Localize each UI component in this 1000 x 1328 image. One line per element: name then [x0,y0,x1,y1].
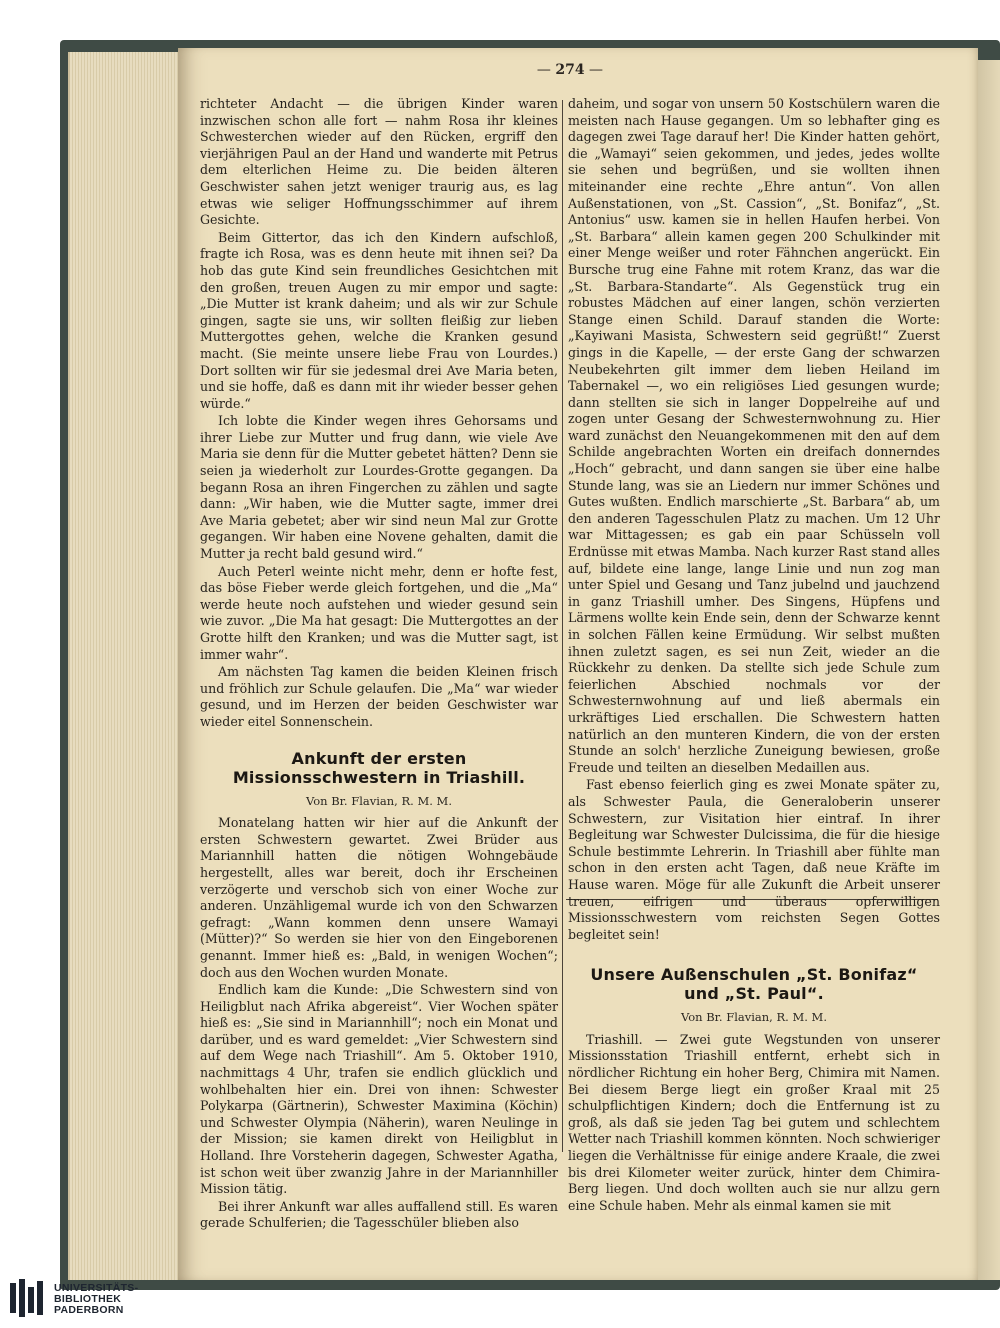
paragraph: Fast ebenso feierlich ging es zwei Monate später zu, als Schwester Paula, die Generaloberin unserer Schwestern, zur Visitation hier eintraf. In ihrer Begleitung war Schwester Dulcissima, die für die hiesige Schule bestimmte Lehrerin. In Triashill aber fühlte man schon in den ersten acht Tagen, daß neue Kräfte im Hause waren. Möge für alle Zukunft die Arbeit unserer treuen, eifrigen und überaus opferwilligen Missionsschwestern vom reichsten Segen Gottes begleitet sein! [568,777,940,942]
page-number: — 274 — [536,62,604,78]
page-number-value: 274 [555,62,585,78]
paragraph: richteter Andacht — die übrigen Kinder waren inzwischen schon alle fort — nahm Rosa ihr kleines Schwesterchen wieder auf den Rücken, ergriff den vierjährigen Paul an der Hand und wanderte mit Petrus dem elterlichen Heime zu. Die beiden älteren Geschwister sahen jetzt weniger traurig aus, es lag etwas wie seliger Hoffnungsschimmer auf ihrem Gesichte. [200,96,558,228]
paragraph: Endlich kam die Kunde: „Die Schwestern sind von Heiligblut nach Afrika abgereist“. Vier Wochen später hieß es: „Sie sind in Mariannhill“; noch ein Monat und darüber, und es ward gemeldet: „Vier Schwestern sind auf dem Wege nach Triashill“. Am 5. Oktober 1910, nachmittags 4 Uhr, trafen sie endlich glücklich und wohlbehalten hier ein. Drei von ihnen: Schwester Polykarpa (Gärtnerin), Schwester Maximina (Köchin) und Schwester Olympia (Näherin), waren Neulinge in der Mission; sie kamen direkt von Heiligblut in Holland. Ihre Vorsteherin dagegen, Schwester Agatha, ist schon weit über zwanzig Jahre in der Mariannhiller Mission tätig. [200,982,558,1197]
paragraph: Monatelang hatten wir hier auf die Ankunft der ersten Schwestern gewartet. Zwei Brüder aus Mariannhill hatten die nötigen Wohngebäude hergestellt, alles war bereit, doch ihr Erscheinen verzögerte und verschob sich von einer Woche zur anderen. Unzähligemal wurde ich von den Schwarzen gefragt: „Wann kommen denn unsere Wamayi (Mütter)?“ So werden sie hier von den Eingeborenen genannt. Immer hieß es: „Bald, in wenigen Wochen“; doch aus den Wochen wurden Monate. [200,815,558,980]
article-byline: Von Br. Flavian, R. M. M. [306,793,452,808]
paragraph: daheim, und sogar von unsern 50 Kostschülern waren die meisten nach Hause gegangen. Um so lebhafter ging es dagegen zwei Tage darauf her! Die Kinder hatten gehört, die „Wamayi“ seien gekommen, und jedes, jedes wollte sie sehen und begrüßen, und sie wollten ihnen miteinander eine rechte „Ehre antun“. Von allen Außenstationen, von „St. Cassion“, „St. Bonifaz“, „St. Antonius“ usw. kamen sie in hellen Haufen herbei. Von „St. Barbara“ allein kamen gegen 200 Schulkinder mit einer Menge weißer und roter Fähnchen angerückt. Ein Bursche trug eine Fahne mit rotem Kranz, das war die „St. Barbara-Standarte“. Als Gegenstück trug ein robustes Mädchen auf einer langen, schön verzierten Stange einen Schild. Darauf standen die Worte: „Kayiwani Masista, Schwestern seid gegrüßt!“ Zuerst gings in die Kapelle, — der erste Gang der schwarzen Neubekehrten gilt immer dem lieben Heiland im Tabernakel —, wo ein religiöses Lied gesungen wurde; dann stellten sie sich in langer Doppelreihe auf und zogen unter Gesang der Schwesternwohnung zu. Hier ward zunächst den Neuangekommenen mit den auf dem Schilde angebrachten Worten ein dreifach donnerndes „Hoch“ gebracht, und dann sangen sie über eine halbe Stunde lang, was sie an Liedern nur immer Schönes und Gutes wußten. Endlich marschierte „St. Barbara“ ab, um den anderen Tagesschulen Platz zu machen. Um 12 Uhr war Mittagessen; es gab ein paar Schüsseln voll Erdnüsse mit etwas Mamba. Nach kurzer Rast stand alles auf, bildete eine lange, lange Linie und nun zog man unter Spiel und Gesang und Tanz jubelnd und jauchzend in ganz Triashill umher. Des Singens, Hüpfens und Lärmens wollte kein Ende sein, denn der Schwarze kennt in solchen Fällen keine Ermüdung. Wir selbst mußten ihnen zuletzt sagen, es sei nun Zeit, wieder an die Rückkehr zu denken. Da stellte sich jede Schule zum feierlichen Abschied nochmals vor der Schwesternwohnung auf und ließ abermals ein urkräftiges Lied erschallen. Die Schwestern hatten natürlich an den munteren Kindern, die von der ersten Stunde an solch' herzliche Zuneigung bewiesen, große Freude und teilten an dieselben Medaillen aus. [568,96,940,775]
article-heading: Unsere Außenschulen „St. Bonifaz“ und „St. Paul“. [590,965,918,1004]
left-column [200,96,558,1231]
paragraph: Auch Peterl weinte nicht mehr, denn er hofte fest, das böse Fieber werde gleich fortgehen, und die „Ma“ werde heute noch aufstehen und wieder gesund sein wie zuvor. „Die Ma hat gesagt: Die Muttergottes an der Grotte hilft den Kranken; und was die Mutter sagt, ist immer wahr“. [200,563,558,662]
paragraph: Bei ihrer Ankunft war alles auffallend still. Es waren gerade Schulferien; die Tagesschüler blieben also [200,1198,558,1231]
library-logo-text [54,1283,138,1316]
logo-line: PADERBORN [54,1303,124,1316]
paragraph: Triashill. — Zwei gute Wegstunden von unserer Missionsstation Triashill entfernt, erhebt sich in nördlicher Richtung ein hoher Berg, Chimira mit Namen. Bei diesem Berge liegt ein großer Kraal mit 25 schulpflichtigen Kindern; doch die Entfernung ist zu groß, als daß sie jeden Tag bei gutem und schlechtem Wetter nach Triashill kommen könnten. Noch schwieriger liegen die Verhältnisse für einige andere Kraale, die zwei bis drei Kilometer weiter zurück, hinter dem Chimira-Berg liegen. Und doch wollten auch sie nur allzu gern eine Schule haben. Mehr als einmal kamen sie mit [568,1031,940,1213]
library-logo [10,1276,180,1322]
article-heading: Ankunft der ersten Missionsschwestern in Triashill. [232,748,526,787]
paragraph: Ich lobte die Kinder wegen ihres Gehorsams und ihrer Liebe zur Mutter und frug dann, wie viele Ave Maria sie denn für die Mutter gebetet hätten? Denn sie seien ja wiederholt zur Lourdes-Grotte gegangen. Da begann Rosa an ihren Fingerchen zu zählen und sagte dann: „Wir haben, wie die Mutter sagte, immer drei Ave Maria gebetet; aber wir sind neun Mal zur Grotte gegangen. Wir haben eine Novene gehalten, damit die Mutter ja recht bald gesund wird.“ [200,413,558,562]
logo-line: BIBLIOTHEK [54,1292,122,1305]
column-divider [562,100,563,1152]
paragraph: Am nächsten Tag kamen die beiden Kleinen frisch und fröhlich zur Schule gelaufen. Die „Ma“ war wieder gesund, und im Herzen der beiden Geschwister war wieder eitel Sonnenschein. [200,664,558,729]
library-logo-icon [10,1279,46,1319]
article-byline: Von Br. Flavian, R. M. M. [681,1010,827,1025]
page-edges [68,52,188,1280]
logo-line: UNIVERSITÄTS- [54,1281,139,1294]
right-column [568,96,940,1213]
paragraph: Beim Gittertor, das ich den Kindern aufschloß, fragte ich Rosa, was es denn heute mit ihnen sei? Da hob das gute Kind sein freundliches Gesichtchen mit den großen, treuen Augen zu mir empor und sagte: „Die Mutter ist krank daheim; und als wir zur Schule gingen, sagte sie uns, wir sollten fleißig zur lieben Muttergottes gehen, welche die Kranken gesund macht. (Sie meinte unsere liebe Frau von Lourdes.) Dort sollten wir für sie jedesmal drei Ave Maria beten, und sie hoffe, daß es dann mit ihr wieder besser gehen würde.“ [200,229,558,411]
